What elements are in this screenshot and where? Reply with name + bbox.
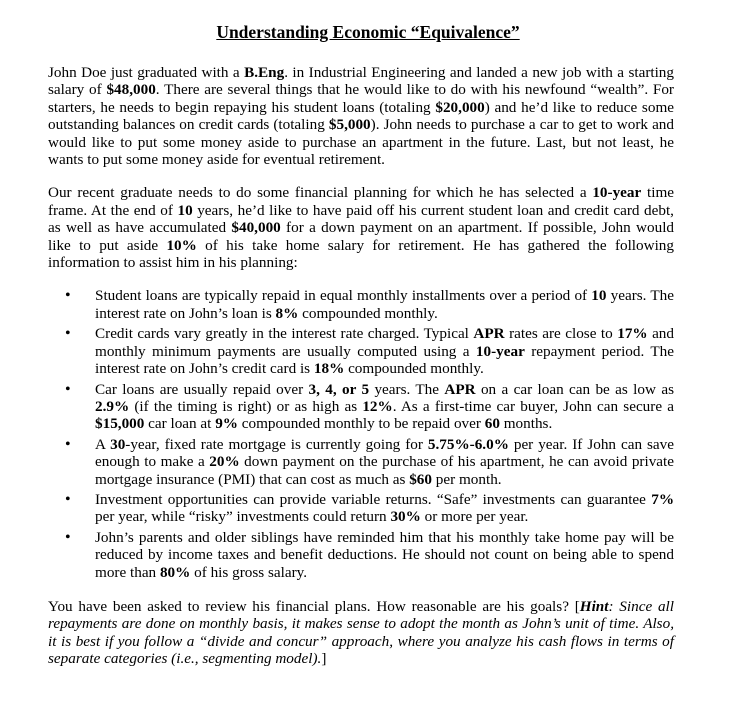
text-run: repayment period. The interest rate on John’s credit card is — [95, 342, 674, 378]
bullet-list — [48, 287, 674, 581]
text-run: 10-year — [475, 342, 525, 360]
text-run: per year, while “risky” investments could return — [95, 508, 391, 526]
text-run: . There are several things that he would like to do with his newfound “wealth”. For starters, he needs to begin repaying his student loans (totaling — [48, 81, 674, 116]
list-item — [95, 529, 674, 581]
document-title: Understanding Economic “Equivalence” — [216, 22, 520, 42]
text-run: or more per year. — [420, 508, 529, 526]
text-run: years. The interest rate on John’s loan is — [95, 287, 674, 322]
text-run: for a down payment on an apartment. If possible, John would like to put aside — [48, 219, 675, 254]
closing-paragraph — [48, 598, 674, 668]
text-run: 8% — [275, 304, 299, 322]
text-run: 2.9% — [95, 397, 130, 415]
text-run: . As a first-time car buyer, John can secure a — [392, 397, 674, 415]
text-run: 20% — [209, 453, 240, 471]
planning-paragraph — [48, 184, 674, 271]
text-run: ). John needs to purchase a car to get to work and would like to put some money aside to purchase an apartment in the future. Last, but not least, he wants to put some money aside for eventual retirement. — [48, 116, 674, 169]
list-item — [95, 287, 674, 322]
text-run: 7% — [651, 490, 674, 508]
list-item — [95, 491, 674, 526]
text-run: 10 — [591, 287, 607, 305]
text-run: $5,000 — [328, 116, 371, 134]
text-run: 60 — [484, 415, 500, 433]
text-run: of his gross salary. — [190, 563, 308, 581]
text-run: -year, fixed rate mortgage is currently going for — [125, 435, 428, 453]
text-run: years. The — [369, 380, 445, 398]
text-run: $60 — [409, 470, 432, 488]
list-item — [95, 325, 674, 377]
text-run: years, he’d like to have paid off his current student loan and credit card debt, as well as have accumulated — [48, 201, 674, 237]
text-run: Investment opportunities can provide variable returns. “Safe” investments can guarantee — [95, 490, 652, 508]
text-run: 12% — [362, 397, 393, 415]
text-run: ] — [321, 650, 327, 668]
text-run: Credit cards vary greatly in the interest rate charged. Typical — [95, 325, 474, 343]
text-run: You have been asked to review his financial plans. How reasonable are his goals? [ — [48, 597, 580, 615]
text-run: Hint — [579, 597, 609, 615]
text-run: 30% — [390, 508, 421, 526]
text-run: Student loans are typically repaid in equal monthly installments over a period of — [95, 287, 592, 305]
text-run: and monthly minimum payments are usually computed using a — [95, 325, 674, 360]
text-run: compounded monthly. — [298, 304, 438, 322]
text-run: 10 — [177, 201, 193, 219]
text-run: A — [95, 435, 111, 453]
text-run: . in Industrial Engineering and landed a new job with a starting salary of — [48, 64, 674, 99]
text-run: $48,000 — [106, 81, 156, 99]
text-run: $40,000 — [231, 219, 281, 237]
text-run: $15,000 — [95, 415, 145, 433]
text-run: 80% — [159, 563, 191, 581]
text-run: compounded monthly to be repaid over — [237, 415, 485, 433]
text-run: Our recent graduate needs to do some financial planning for which he has selected a — [48, 184, 593, 202]
list-item — [95, 436, 674, 488]
text-run: : Since all repayments are done on monthly basis, it makes sense to adopt the month as John’s unit of time. Also, it is best if you follow a “divide and concur” approach, where you analyze his cash flows in terms of separate categories (i.e., segmenting model). — [48, 597, 674, 668]
text-run: 17% — [617, 325, 648, 343]
text-run: compounded monthly. — [344, 360, 484, 378]
text-run: John’s parents and older siblings have reminded him that his monthly take home pay will be reduced by income taxes and benefit deductions. He should not count on being able to spend more than — [95, 528, 674, 581]
text-run: down payment on the purchase of his apartment, he can avoid private mortgage insurance (PMI) that can cost as much as — [95, 453, 674, 488]
text-run: time frame. At the end of — [48, 184, 675, 219]
text-run: per year. If John can save enough to make a — [95, 435, 674, 471]
text-run: APR — [444, 380, 476, 398]
text-run: months. — [499, 415, 553, 433]
text-run: of his take home salary for retirement. He has gathered the following information to assist him in his planning: — [48, 236, 674, 272]
text-run: on a car loan can be as low as — [475, 380, 674, 398]
text-run: B.Eng — [244, 64, 285, 81]
text-run: 10-year — [592, 184, 642, 202]
text-run: $20,000 — [435, 98, 485, 116]
text-run: APR — [473, 325, 505, 343]
text-run: 18% — [313, 360, 345, 378]
list-item — [95, 381, 674, 433]
text-run: ) and he’d like to reduce some outstanding balances on credit cards (totaling — [48, 98, 674, 134]
text-run: John Doe just graduated with a — [48, 64, 245, 81]
text-run: (if the timing is right) or as high as — [129, 397, 363, 415]
text-run: 9% — [215, 415, 238, 433]
text-run: 5.75%-6.0% — [427, 435, 509, 453]
text-run: car loan at — [144, 415, 216, 433]
text-run: Car loans are usually repaid over — [95, 380, 309, 398]
intro-paragraph — [48, 64, 674, 168]
text-run: 30 — [110, 435, 126, 453]
text-run: 10% — [166, 236, 197, 254]
text-run: 3, 4, or 5 — [308, 380, 370, 398]
text-run: rates are close to — [504, 325, 618, 343]
text-run: per month. — [431, 470, 502, 488]
